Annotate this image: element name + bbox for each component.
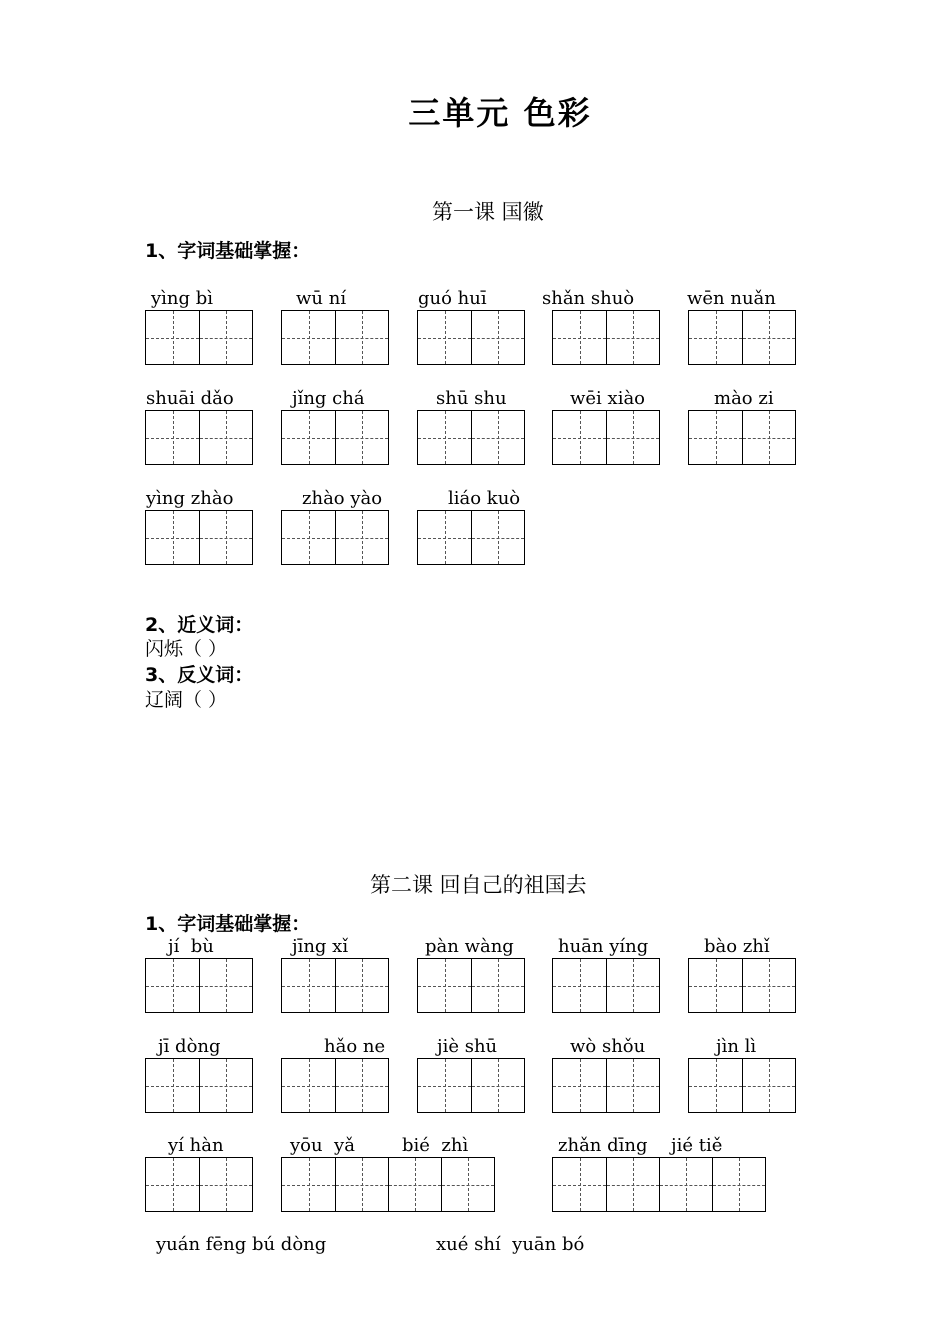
grid-cell[interactable]: [606, 959, 659, 1012]
pinyin-label: jī dòng: [158, 1036, 221, 1057]
lesson1-title: 第一课 国徽: [432, 200, 544, 224]
grid-cell[interactable]: [553, 411, 606, 464]
grid-cell[interactable]: [199, 411, 252, 464]
writing-grid[interactable]: [145, 958, 253, 1013]
grid-cell[interactable]: [335, 311, 388, 364]
writing-grid[interactable]: [417, 510, 525, 565]
grid-cell[interactable]: [282, 511, 335, 564]
grid-cell[interactable]: [282, 1059, 335, 1112]
grid-cell[interactable]: [471, 511, 524, 564]
grid-cell[interactable]: [335, 1158, 388, 1211]
grid-cell[interactable]: [146, 411, 199, 464]
pinyin-label: xué shí yuān bó: [436, 1234, 585, 1255]
grid-cell[interactable]: [553, 1158, 606, 1211]
grid-cell[interactable]: [335, 511, 388, 564]
writing-grid[interactable]: [417, 1058, 525, 1113]
grid-cell[interactable]: [418, 311, 471, 364]
grid-cell[interactable]: [742, 411, 795, 464]
grid-cell[interactable]: [471, 1059, 524, 1112]
grid-cell[interactable]: [606, 1158, 659, 1211]
grid-cell[interactable]: [146, 311, 199, 364]
lesson2-title: 第二课 回自己的祖国去: [370, 873, 587, 897]
writing-grid[interactable]: [552, 958, 660, 1013]
pinyin-label: wēi xiào: [570, 388, 646, 409]
grid-cell[interactable]: [742, 959, 795, 1012]
grid-cell[interactable]: [606, 1059, 659, 1112]
pinyin-label: shǎn shuò: [542, 288, 635, 309]
pinyin-label: jí bù: [168, 936, 214, 957]
writing-grid[interactable]: [688, 410, 796, 465]
pinyin-label: yí hàn: [168, 1135, 224, 1156]
writing-grid[interactable]: [145, 310, 253, 365]
grid-cell[interactable]: [282, 959, 335, 1012]
writing-grid[interactable]: [145, 510, 253, 565]
grid-cell[interactable]: [441, 1158, 494, 1211]
pinyin-label: pàn wàng: [425, 936, 514, 957]
pinyin-label: shuāi dǎo: [146, 388, 234, 409]
writing-grid[interactable]: [688, 958, 796, 1013]
grid-cell[interactable]: [418, 511, 471, 564]
pinyin-label: bié zhì: [402, 1135, 469, 1156]
grid-cell[interactable]: [553, 959, 606, 1012]
pinyin-label: jīng xǐ: [292, 936, 349, 957]
grid-cell[interactable]: [199, 1158, 252, 1211]
grid-cell[interactable]: [659, 1158, 712, 1211]
grid-cell[interactable]: [335, 1059, 388, 1112]
writing-grid[interactable]: [417, 958, 525, 1013]
grid-cell[interactable]: [418, 411, 471, 464]
pinyin-label: yuán fēng bú dòng: [156, 1234, 327, 1255]
pinyin-label: jìn lì: [716, 1036, 757, 1057]
pinyin-label: huān yíng: [558, 936, 649, 957]
grid-cell[interactable]: [388, 1158, 441, 1211]
grid-cell[interactable]: [471, 959, 524, 1012]
writing-grid[interactable]: [552, 1157, 766, 1212]
grid-cell[interactable]: [282, 311, 335, 364]
writing-grid[interactable]: [281, 1058, 389, 1113]
grid-cell[interactable]: [335, 959, 388, 1012]
pinyin-label: liáo kuò: [448, 488, 521, 509]
grid-cell[interactable]: [471, 311, 524, 364]
pinyin-label: jiè shū: [437, 1036, 498, 1057]
grid-cell[interactable]: [689, 1059, 742, 1112]
synonym-heading: 2、近义词：: [145, 614, 254, 636]
pinyin-label: mào zi: [714, 388, 774, 409]
antonym-item: 辽阔（ ）: [145, 689, 228, 711]
pinyin-label: jié tiě: [671, 1135, 723, 1156]
grid-cell[interactable]: [742, 311, 795, 364]
grid-cell[interactable]: [199, 311, 252, 364]
lesson2-heading-words: 1、字词基础掌握：: [145, 913, 311, 935]
grid-cell[interactable]: [712, 1158, 765, 1211]
writing-grid[interactable]: [281, 310, 389, 365]
writing-grid[interactable]: [552, 1058, 660, 1113]
pinyin-label: hǎo ne: [324, 1036, 386, 1057]
pinyin-label: wēn nuǎn: [687, 288, 776, 309]
lesson1-heading-words: 1、字词基础掌握：: [145, 240, 311, 262]
grid-cell[interactable]: [199, 959, 252, 1012]
pinyin-label: jǐng chá: [292, 388, 365, 409]
writing-grid[interactable]: [145, 1157, 253, 1212]
pinyin-label: bào zhǐ: [704, 936, 770, 957]
antonym-heading: 3、反义词：: [145, 664, 254, 686]
pinyin-label: zhào yào: [302, 488, 383, 509]
pinyin-label: zhǎn dīng: [558, 1135, 648, 1156]
writing-grid[interactable]: [552, 410, 660, 465]
writing-grid[interactable]: [145, 410, 253, 465]
pinyin-label: yìng zhào: [146, 488, 234, 509]
unit-title: 三单元 色彩: [408, 94, 592, 132]
writing-grid[interactable]: [281, 410, 389, 465]
grid-cell[interactable]: [282, 411, 335, 464]
grid-cell[interactable]: [146, 959, 199, 1012]
grid-cell[interactable]: [471, 411, 524, 464]
grid-cell[interactable]: [418, 959, 471, 1012]
grid-cell[interactable]: [146, 511, 199, 564]
grid-cell[interactable]: [199, 1059, 252, 1112]
pinyin-label: guó huī: [418, 288, 487, 309]
pinyin-label: wò shǒu: [570, 1036, 646, 1057]
writing-grid[interactable]: [688, 310, 796, 365]
grid-cell[interactable]: [146, 1158, 199, 1211]
writing-grid[interactable]: [281, 510, 389, 565]
grid-cell[interactable]: [606, 411, 659, 464]
writing-grid[interactable]: [281, 1157, 495, 1212]
grid-cell[interactable]: [553, 1059, 606, 1112]
grid-cell[interactable]: [689, 311, 742, 364]
synonym-item: 闪烁（ ）: [145, 638, 228, 660]
pinyin-label: yōu yǎ: [290, 1135, 355, 1156]
writing-grid[interactable]: [281, 958, 389, 1013]
grid-cell[interactable]: [689, 411, 742, 464]
pinyin-label: shū shu: [436, 388, 507, 409]
grid-cell[interactable]: [282, 1158, 335, 1211]
grid-cell[interactable]: [553, 311, 606, 364]
grid-cell[interactable]: [606, 311, 659, 364]
pinyin-label: yìng bì: [151, 288, 214, 309]
grid-cell[interactable]: [335, 411, 388, 464]
grid-cell[interactable]: [742, 1059, 795, 1112]
writing-grid[interactable]: [417, 310, 525, 365]
grid-cell[interactable]: [199, 511, 252, 564]
writing-grid[interactable]: [145, 1058, 253, 1113]
writing-grid[interactable]: [552, 310, 660, 365]
grid-cell[interactable]: [418, 1059, 471, 1112]
grid-cell[interactable]: [146, 1059, 199, 1112]
writing-grid[interactable]: [688, 1058, 796, 1113]
grid-cell[interactable]: [689, 959, 742, 1012]
pinyin-label: wū ní: [296, 288, 347, 309]
writing-grid[interactable]: [417, 410, 525, 465]
